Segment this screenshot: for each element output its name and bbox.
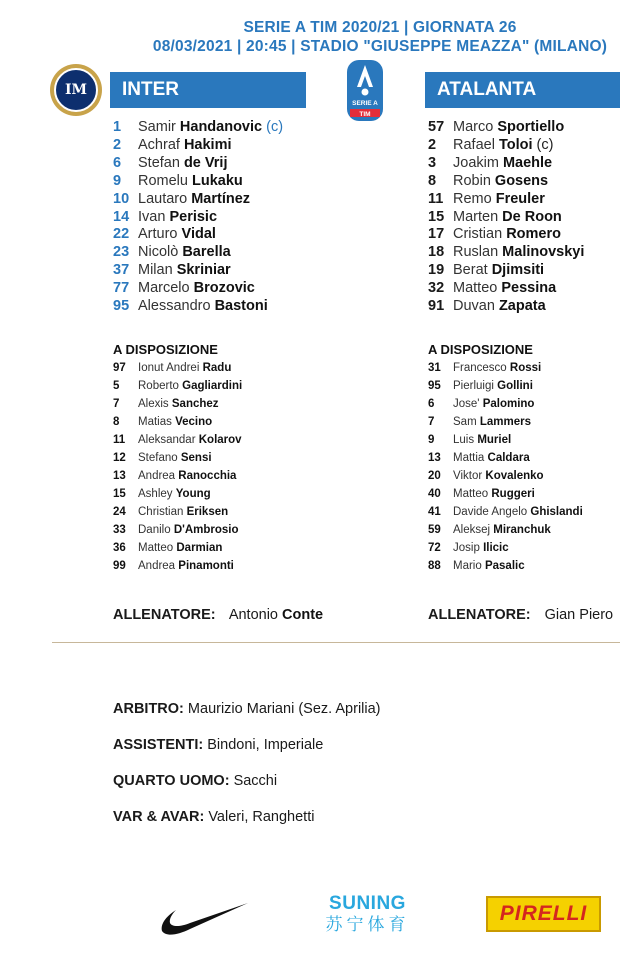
official-value: Maurizio Mariani (Sez. Aprilia) xyxy=(187,701,381,717)
match-officials xyxy=(113,700,381,844)
coach-label: ALLENATORE: xyxy=(428,607,531,623)
player-row xyxy=(428,173,584,191)
player-first-name: Berat xyxy=(453,262,488,279)
suning-logo-text: SUNING xyxy=(329,893,406,914)
player-first-name: Andrea xyxy=(138,560,176,572)
player-last-name: Sportiello xyxy=(497,119,565,135)
player-row xyxy=(113,155,283,173)
section-divider xyxy=(52,642,620,643)
player-number: 6 xyxy=(428,398,435,410)
player-number: 19 xyxy=(428,262,445,279)
player-row xyxy=(113,298,283,316)
player-row xyxy=(113,449,242,467)
official-value: Sacchi xyxy=(233,773,278,789)
player-row xyxy=(113,119,283,137)
player-first-name: Christian xyxy=(138,506,184,518)
serie-a-logo-icon xyxy=(346,59,384,122)
player-last-name: Skriniar xyxy=(176,262,231,279)
player-first-name: Sam xyxy=(453,416,477,428)
coach-last-name: Conte xyxy=(282,607,324,623)
player-last-name: Gollini xyxy=(497,380,533,392)
official-label: QUARTO UOMO: xyxy=(113,773,230,789)
player-last-name: Ruggeri xyxy=(491,488,535,500)
suning-logo xyxy=(320,893,415,936)
player-number: 6 xyxy=(113,154,122,171)
player-first-name: Pierluigi xyxy=(453,380,494,392)
player-row xyxy=(428,485,583,503)
player-number: 8 xyxy=(428,172,437,189)
player-first-name: Aleksandar xyxy=(138,434,196,446)
player-row xyxy=(113,467,242,485)
player-first-name: Stefan xyxy=(138,154,180,171)
player-row xyxy=(428,557,583,575)
player-last-name: Brozovic xyxy=(193,280,255,297)
referee-row xyxy=(113,700,381,736)
player-number: 8 xyxy=(113,416,120,428)
player-first-name: Marco xyxy=(453,119,494,135)
player-last-name: Gosens xyxy=(494,172,549,189)
player-number: 33 xyxy=(113,524,126,536)
player-first-name: Roberto xyxy=(138,380,179,392)
player-last-name: Freuler xyxy=(495,190,545,207)
player-last-name: Malinovskyi xyxy=(502,244,585,261)
serie-a-tim-text: TIM xyxy=(359,111,371,118)
player-row xyxy=(113,173,283,191)
player-last-name: Caldara xyxy=(487,452,530,464)
home-subs-title: A DISPOSIZIONE xyxy=(113,342,218,357)
player-row xyxy=(428,449,583,467)
player-first-name: Romelu xyxy=(138,172,188,189)
player-number: 7 xyxy=(428,416,435,428)
player-number: 14 xyxy=(113,208,130,225)
player-last-name: Vecino xyxy=(175,416,213,428)
player-row xyxy=(113,539,242,557)
player-first-name: Joakim xyxy=(453,154,499,171)
player-last-name: Young xyxy=(175,488,211,500)
player-number: 11 xyxy=(428,190,444,207)
player-first-name: Matias xyxy=(138,416,172,428)
player-number: 77 xyxy=(113,280,130,297)
player-first-name: Rafael xyxy=(453,136,495,153)
pirelli-logo-text: PIRELLI xyxy=(499,902,588,925)
player-last-name: De Roon xyxy=(502,208,562,225)
player-first-name: Danilo xyxy=(138,524,171,536)
nike-swoosh-icon xyxy=(160,897,250,937)
player-row xyxy=(428,155,584,173)
player-number: 3 xyxy=(428,154,437,171)
player-row xyxy=(428,209,584,227)
away-coach xyxy=(428,607,613,623)
player-number: 59 xyxy=(428,524,441,536)
player-number: 15 xyxy=(113,488,126,500)
player-row xyxy=(428,431,583,449)
player-last-name: Zapata xyxy=(498,298,546,315)
official-label: VAR & AVAR: xyxy=(113,809,205,825)
player-number: 11 xyxy=(113,434,126,446)
player-number: 2 xyxy=(428,136,437,153)
player-first-name: Alessandro xyxy=(138,298,211,315)
player-number: 32 xyxy=(428,280,445,297)
player-row xyxy=(113,431,242,449)
official-value: Bindoni, Imperiale xyxy=(207,737,324,753)
player-row xyxy=(428,359,583,377)
player-last-name: Ranocchia xyxy=(178,470,237,482)
player-last-name: Pessina xyxy=(501,280,557,297)
player-last-name: Toloi xyxy=(498,136,533,153)
player-first-name: Ruslan xyxy=(453,244,499,261)
player-row xyxy=(113,395,242,413)
inter-crest-icon xyxy=(50,64,102,116)
captain-badge: (c) xyxy=(536,136,554,153)
player-first-name: Viktor xyxy=(453,470,483,482)
player-row xyxy=(428,467,583,485)
player-last-name: Rossi xyxy=(509,362,542,374)
player-number: 12 xyxy=(113,452,126,464)
player-first-name: Mario xyxy=(453,560,482,572)
player-first-name: Jose' xyxy=(453,398,480,410)
player-last-name: Kovalenko xyxy=(485,470,544,482)
official-label: ASSISTENTI: xyxy=(113,737,204,753)
player-row xyxy=(113,191,283,209)
player-last-name: Kolarov xyxy=(198,434,242,446)
player-row xyxy=(113,226,283,244)
player-number: 9 xyxy=(428,434,435,446)
player-first-name: Ivan xyxy=(138,208,166,225)
player-last-name: Sensi xyxy=(180,452,212,464)
player-first-name: Nicolò xyxy=(138,244,179,261)
player-last-name: Sanchez xyxy=(171,398,219,410)
player-row xyxy=(113,557,242,575)
player-first-name: Mattia xyxy=(453,452,485,464)
player-first-name: Ionut Andrei xyxy=(138,362,200,374)
player-first-name: Alexis xyxy=(138,398,169,410)
player-row xyxy=(428,395,583,413)
player-number: 15 xyxy=(428,208,445,225)
player-number: 1 xyxy=(113,119,122,135)
player-row xyxy=(428,244,584,262)
player-row xyxy=(428,298,584,316)
player-row xyxy=(113,521,242,539)
player-first-name: Cristian xyxy=(453,226,503,243)
player-number: 20 xyxy=(428,470,441,482)
player-last-name: Darmian xyxy=(176,542,223,554)
player-number: 99 xyxy=(113,560,126,572)
player-row xyxy=(428,262,584,280)
player-number: 5 xyxy=(113,380,120,392)
player-last-name: Barella xyxy=(182,244,231,261)
player-first-name: Andrea xyxy=(138,470,176,482)
player-number: 40 xyxy=(428,488,441,500)
player-number: 18 xyxy=(428,244,445,261)
player-row xyxy=(113,377,242,395)
player-number: 88 xyxy=(428,560,441,572)
player-number: 41 xyxy=(428,506,441,518)
player-first-name: Davide Angelo xyxy=(453,506,528,518)
player-first-name: Arturo xyxy=(138,226,178,243)
player-first-name: Marten xyxy=(453,208,499,225)
player-last-name: Perisic xyxy=(169,208,218,225)
player-number: 95 xyxy=(428,380,441,392)
player-last-name: Radu xyxy=(202,362,232,374)
away-lineup xyxy=(428,119,584,316)
fourth-official-row xyxy=(113,772,381,808)
assistants-row xyxy=(113,736,381,772)
player-last-name: Ilicic xyxy=(483,542,509,554)
competition-line: SERIE A TIM 2020/21 | GIORNATA 26 xyxy=(243,19,517,36)
player-last-name: Pinamonti xyxy=(178,560,234,572)
var-row xyxy=(113,808,381,844)
player-number: 7 xyxy=(113,398,120,410)
player-first-name: Francesco xyxy=(453,362,507,374)
player-number: 13 xyxy=(113,470,126,482)
player-last-name: Vidal xyxy=(181,226,216,243)
official-label: ARBITRO: xyxy=(113,701,184,717)
player-first-name: Stefano xyxy=(138,452,178,464)
player-last-name: Eriksen xyxy=(186,506,229,518)
player-row xyxy=(113,359,242,377)
player-number: 97 xyxy=(113,362,126,374)
player-first-name: Lautaro xyxy=(138,190,188,207)
player-row xyxy=(428,521,583,539)
player-row xyxy=(113,503,242,521)
home-team-name: INTER xyxy=(110,72,306,108)
home-coach xyxy=(113,607,323,623)
player-first-name: Remo xyxy=(453,190,492,207)
player-last-name: Miranchuk xyxy=(493,524,551,536)
player-first-name: Luis xyxy=(453,434,475,446)
player-row xyxy=(428,191,584,209)
player-last-name: Lammers xyxy=(479,416,531,428)
player-last-name: Romero xyxy=(506,226,561,243)
captain-badge: (c) xyxy=(266,119,284,135)
player-last-name: Palomino xyxy=(482,398,535,410)
away-subs-title: A DISPOSIZIONE xyxy=(428,342,533,357)
away-subs-list xyxy=(428,359,583,575)
player-last-name: Gagliardini xyxy=(182,380,243,392)
player-number: 37 xyxy=(113,262,130,279)
player-first-name: Matteo xyxy=(138,542,174,554)
player-row xyxy=(428,377,583,395)
player-number: 23 xyxy=(113,244,130,261)
player-number: 2 xyxy=(113,136,122,153)
player-first-name: Matteo xyxy=(453,280,498,297)
player-first-name: Robin xyxy=(453,172,491,189)
official-value: Valeri, Ranghetti xyxy=(208,809,315,825)
player-last-name: Lukaku xyxy=(192,172,243,189)
serie-a-logo-text: SERIE A xyxy=(352,100,378,107)
player-row xyxy=(113,262,283,280)
player-number: 95 xyxy=(113,298,130,315)
player-number: 72 xyxy=(428,542,441,554)
player-last-name: de Vrij xyxy=(183,154,228,171)
player-first-name: Matteo xyxy=(453,488,489,500)
player-row xyxy=(113,413,242,431)
player-number: 13 xyxy=(428,452,441,464)
player-last-name: Pasalic xyxy=(484,560,525,572)
player-number: 36 xyxy=(113,542,126,554)
player-row xyxy=(428,119,584,137)
coach-first-name: Gian Piero xyxy=(544,607,614,623)
player-last-name: Martínez xyxy=(191,190,251,207)
player-last-name: Maehle xyxy=(502,154,553,171)
suning-logo-chinese: 苏宁体育 xyxy=(325,915,410,934)
away-team-name: ATALANTA xyxy=(425,72,620,108)
player-first-name: Duvan xyxy=(453,298,495,315)
player-last-name: Bastoni xyxy=(214,298,268,315)
player-first-name: Aleksej xyxy=(453,524,491,536)
player-number: 22 xyxy=(113,226,130,243)
inter-crest-monogram: IM xyxy=(54,68,98,112)
player-first-name: Marcelo xyxy=(138,280,190,297)
player-last-name: Handanovic xyxy=(179,119,263,135)
match-header xyxy=(120,18,620,56)
player-first-name: Achraf xyxy=(138,136,180,153)
player-last-name: Muriel xyxy=(477,434,512,446)
date-venue-line: 08/03/2021 | 20:45 | STADIO "GIUSEPPE MEAZZA" (MILANO) xyxy=(152,38,608,55)
player-last-name: D'Ambrosio xyxy=(173,524,239,536)
player-row xyxy=(113,209,283,227)
coach-first-name: Antonio xyxy=(228,607,278,623)
player-row xyxy=(113,485,242,503)
player-last-name: Ghislandi xyxy=(530,506,583,518)
player-number: 31 xyxy=(428,362,441,374)
player-row xyxy=(113,280,283,298)
player-last-name: Hakimi xyxy=(183,136,232,153)
player-number: 57 xyxy=(428,119,445,135)
player-first-name: Milan xyxy=(138,262,173,279)
player-first-name: Ashley xyxy=(138,488,173,500)
player-row xyxy=(428,137,584,155)
player-last-name: Djimsiti xyxy=(491,262,545,279)
player-number: 17 xyxy=(428,226,445,243)
player-first-name: Josip xyxy=(453,542,480,554)
player-first-name: Samir xyxy=(138,119,176,135)
player-row xyxy=(428,413,583,431)
home-lineup xyxy=(113,119,283,316)
player-number: 9 xyxy=(113,172,122,189)
player-number: 10 xyxy=(113,190,130,207)
player-row xyxy=(113,137,283,155)
player-number: 91 xyxy=(428,298,445,315)
player-row xyxy=(428,503,583,521)
player-row xyxy=(428,226,584,244)
home-subs-list xyxy=(113,359,242,575)
coach-label: ALLENATORE: xyxy=(113,607,216,623)
player-row xyxy=(113,244,283,262)
player-row xyxy=(428,539,583,557)
pirelli-logo xyxy=(486,896,601,932)
player-number: 24 xyxy=(113,506,126,518)
player-row xyxy=(428,280,584,298)
